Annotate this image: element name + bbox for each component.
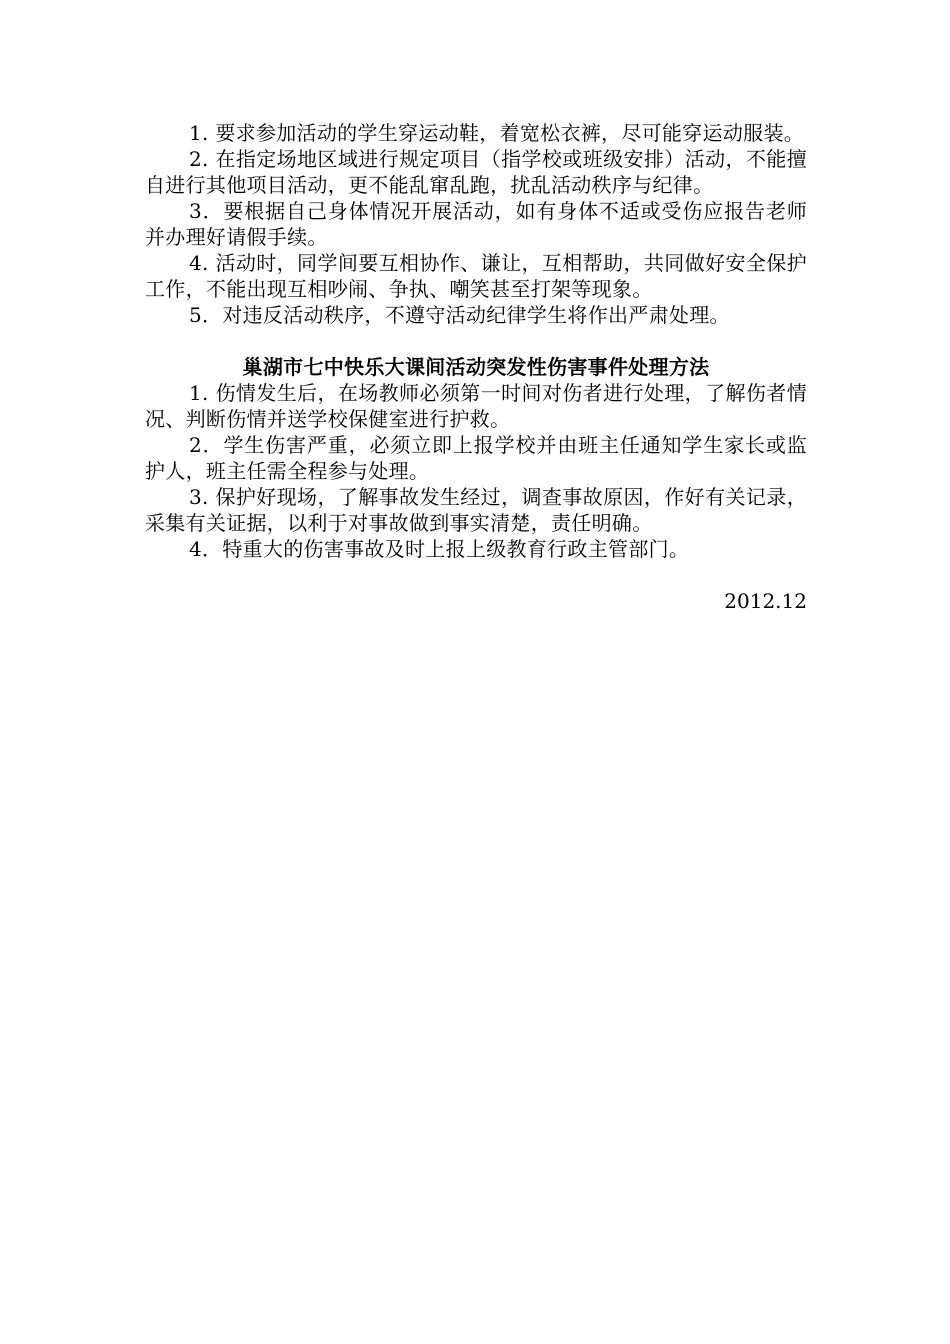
rule-item-5: 5．对违反活动秩序，不遵守活动纪律学生将作出严肃处理。: [189, 303, 730, 327]
procedure-item-3: 3. 保护好现场，了解事故发生经过，调查事故原因，作好有关记录，采集有关证据，以利于对事故做到事实清楚，责任明确。: [145, 485, 807, 535]
rule-item-1: 1. 要求参加活动的学生穿运动鞋，着宽松衣裤，尽可能穿运动服装。: [189, 121, 805, 145]
blank-line: [145, 328, 807, 354]
document-date: 2012.12: [724, 589, 807, 613]
emergency-section: [145, 354, 807, 562]
rule-item-2: 2. 在指定场地区域进行规定项目（指学校或班级安排）活动，不能擅自进行其他项目活动，更不能乱窜乱跑，扰乱活动秩序与纪律。: [145, 147, 807, 197]
rules-section: [145, 120, 807, 328]
blank-line: [145, 562, 807, 588]
procedure-item-1: 1. 伤情发生后，在场教师必须第一时间对伤者进行处理，了解伤者情况、判断伤情并送学校保健室进行护救。: [145, 381, 807, 431]
rule-item-4: 4. 活动时，同学间要互相协作、谦让，互相帮助，共同做好安全保护工作，不能出现互相吵闹、争执、嘲笑甚至打架等现象。: [145, 251, 807, 301]
procedure-item-4: 4．特重大的伤害事故及时上报上级教育行政主管部门。: [189, 537, 690, 561]
rule-item-3: 3．要根据自己身体情况开展活动，如有身体不适或受伤应报告老师并办理好请假手续。: [145, 199, 807, 249]
document-page: [145, 120, 807, 614]
section-title: 巢湖市七中快乐大课间活动突发性伤害事件处理方法: [242, 355, 710, 379]
procedure-item-2: 2．学生伤害严重，必须立即上报学校并由班主任通知学生家长或监护人，班主任需全程参与处理。: [145, 433, 807, 483]
